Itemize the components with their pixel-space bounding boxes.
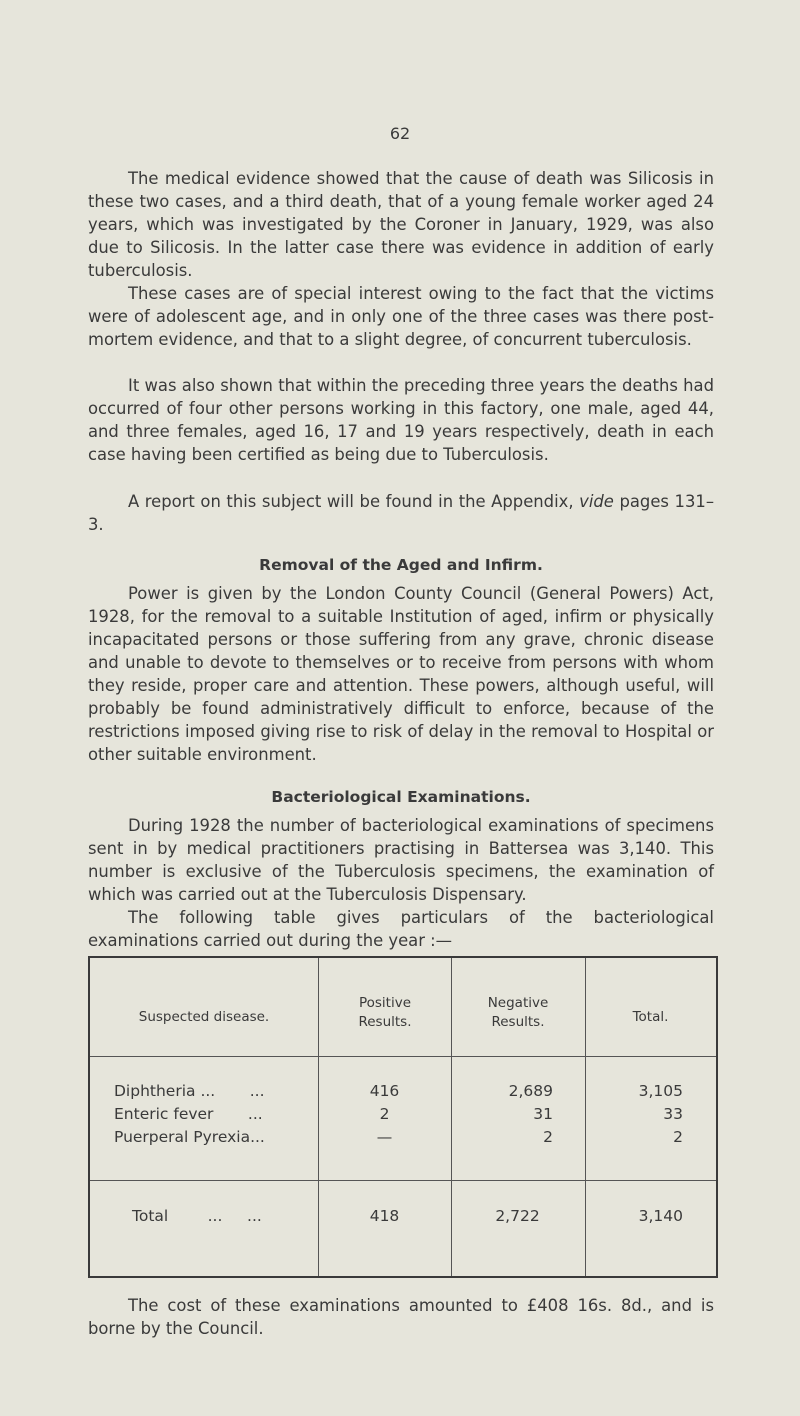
row-negative: 31 bbox=[533, 1105, 553, 1123]
header-total: Total. bbox=[632, 1009, 669, 1025]
section-heading-removal: Removal of the Aged and Infirm. bbox=[259, 556, 543, 574]
table-total-rule bbox=[90, 1180, 716, 1181]
vide-text: vide bbox=[579, 492, 614, 511]
examinations-table bbox=[88, 956, 718, 1278]
row-disease: Enteric fever ... bbox=[114, 1105, 263, 1123]
row-disease: Puerperal Pyrexia... bbox=[114, 1128, 265, 1146]
paragraph-cost: The cost of these examinations amounted to £408 16s. 8d., and is borne by the Council. bbox=[88, 1296, 714, 1338]
pages-text: pages 131–3. bbox=[88, 492, 715, 534]
row-total: 33 bbox=[663, 1105, 683, 1123]
paragraph-appendix-reference bbox=[88, 490, 714, 536]
total-negative: 2,722 bbox=[495, 1207, 540, 1225]
table-row bbox=[90, 1128, 716, 1150]
row-negative: 2,689 bbox=[508, 1082, 553, 1100]
total-positive: 418 bbox=[369, 1207, 400, 1225]
table-header-rule bbox=[90, 1056, 716, 1057]
table-row bbox=[90, 1082, 716, 1104]
row-positive: 2 bbox=[379, 1105, 390, 1123]
header-suspected-disease: Suspected disease. bbox=[138, 1009, 270, 1025]
paragraph-table-intro: The following table gives particulars of the bacteriological examinations carried out during the year :— bbox=[88, 908, 714, 950]
appendix-text: A report on this subject will be found in the Appendix, bbox=[128, 492, 574, 511]
row-positive: 416 bbox=[369, 1082, 400, 1100]
row-positive: — bbox=[376, 1128, 393, 1146]
row-negative: 2 bbox=[543, 1128, 553, 1146]
paragraph-adolescent-age: These cases are of special interest owing to the fact that the victims were of adolescent age, and in only one of the three cases was there post-mortem evidence, and that to a slight degree, of concurrent tuberculosis. bbox=[88, 284, 714, 349]
paragraph-examinations-count: During 1928 the number of bacteriological examinations of specimens sent in by medical practitioners practising in Battersea was 3,140. This number is exclusive of the Tuberculosis specimens, the examination of which was carried out at the Tuberculosis Dispensary. bbox=[88, 816, 714, 904]
paragraph-removal-powers: Power is given by the London County Council (General Powers) Act, 1928, for the removal to a suitable Institution of aged, infirm or physically incapacitated persons or those suffering from any grave, chronic disease and unable to devote to themselves or to receive from persons with whom they reside, proper care and attention. These powers, although useful, will probably be found administratively difficult to enforce, because of the restrictions imposed giving rise to risk of delay in the removal to Hospital or other suitable environment. bbox=[88, 584, 714, 764]
row-disease: Diphtheria ... ... bbox=[114, 1082, 265, 1100]
paragraph-silicosis-deaths: The medical evidence showed that the cause of death was Silicosis in these two cases, and a third death, that of a young female worker aged 24 years, which was investigated by the Coroner in January, 1929, was also due to Silicosis. In the latter case there was evidence in addition of early tuberculosis. bbox=[88, 169, 714, 280]
header-negative-results: Negative Results. bbox=[487, 995, 549, 1030]
table-row bbox=[90, 1105, 716, 1127]
page-number: 62 bbox=[389, 124, 411, 143]
header-positive-results: Positive Results. bbox=[358, 995, 412, 1030]
table-total-row bbox=[90, 1207, 716, 1229]
total-total: 3,140 bbox=[638, 1207, 683, 1225]
paragraph-other-deaths: It was also shown that within the preceding three years the deaths had occurred of four other persons working in this factory, one male, aged 44, and three females, aged 16, 17 and 19 years respectively, death in each case having been certified as being due to Tuberculosis. bbox=[88, 376, 714, 464]
total-label: Total ... ... bbox=[132, 1207, 262, 1225]
section-heading-bacteriological: Bacteriological Examinations. bbox=[271, 788, 531, 806]
row-total: 2 bbox=[673, 1128, 683, 1146]
row-total: 3,105 bbox=[638, 1082, 683, 1100]
